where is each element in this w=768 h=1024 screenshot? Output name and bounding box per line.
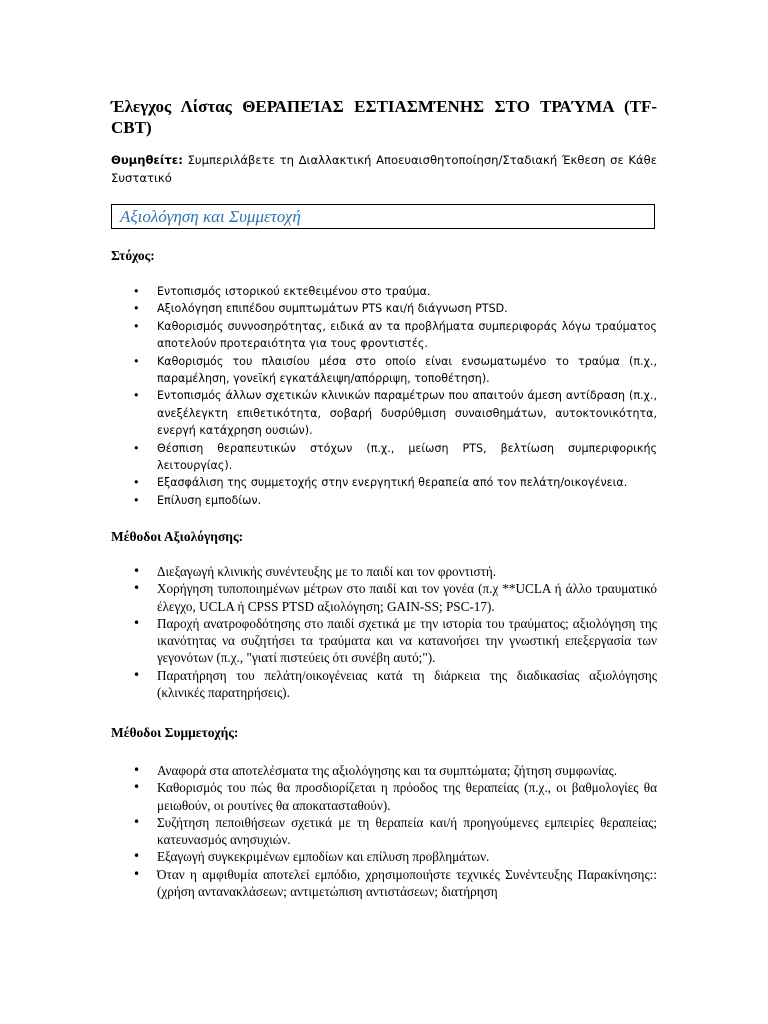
- list-item: • Αξιολόγηση επιπέδου συμπτωμάτων PTS και/ή διάγνωση PTSD.: [111, 300, 657, 317]
- engagement-methods-list: [111, 762, 657, 900]
- list-item: • Διεξαγωγή κλινικής συνέντευξης με το παιδί και τον φροντιστή.: [111, 563, 657, 580]
- document-title: Έλεγχος Λίστας ΘΕΡΑΠΕΊΑΣ ΕΣΤΙΑΣΜΈΝΗΣ ΣΤΟ ΤΡΑΎΜΑ (TF-CBT): [111, 97, 657, 137]
- list-item: • Εντοπισμός άλλων σχετικών κλινικών παραμέτρων που απαιτούν άμεση αντίδραση (π.χ., ανεξέλεγκτη επιθετικότητα, σοβαρή δυσρύθμιση συναισθημάτων, αυτοκτονικότητα, ενεργή κατάχρηση ουσιών).: [111, 387, 657, 439]
- reminder-paragraph: [111, 151, 657, 187]
- assessment-methods-list: [111, 563, 657, 701]
- list-item: • Καθορισμός του πλαισίου μέσα στο οποίο είναι ενσωματωμένο το τραύμα (π.χ., παραμέληση, γονεϊκή εγκατάλειψη/απόρριψη, τοποθέτηση).: [111, 353, 657, 388]
- list-item: • Εξασφάλιση της συμμετοχής στην ενεργητική θεραπεία από τον πελάτη/οικογένεια.: [111, 474, 657, 491]
- goals-list: [111, 283, 657, 509]
- list-item: • Παρατήρηση του πελάτη/οικογένειας κατά τη διάρκεια της διαδικασίας αξιολόγησης (κλινικές παρατηρήσεις).: [111, 667, 657, 702]
- list-item: • Παροχή ανατροφοδότησης στο παιδί σχετικά με την ιστορία του τραύματος; αξιολόγηση της ικανότητας να συζητήσει τα τραύματα και να κατανοήσει την γνωστική επεξεργασία των γεγονότων (π.χ., "γιατί πιστεύεις ότι συνέβη αυτό;").: [111, 615, 657, 667]
- list-item: • Θέσπιση θεραπευτικών στόχων (π.χ., μείωση PTS, βελτίωση συμπεριφορικής λειτουργίας).: [111, 440, 657, 475]
- list-item: • Όταν η αμφιθυμία αποτελεί εμπόδιο, χρησιμοποιήστε τεχνικές Συνέντευξης Παρακίνησης:: (χρήση αντανακλάσεων; αντιμετώπιση αντιστάσεων; διατήρηση: [111, 866, 657, 901]
- section-title-box: [111, 204, 655, 229]
- section-title: Αξιολόγηση και Συμμετοχή: [120, 207, 301, 226]
- list-item: • Χορήγηση τυποποιημένων μέτρων στο παιδί και τον γονέα (π.χ **UCLA ή άλλο τραυματικό έλεγχο, UCLA ή CPSS PTSD αξιολόγηση; GAIN-SS; PSC-17).: [111, 580, 657, 615]
- list-item: • Καθορισμός συννοσηρότητας, ειδικά αν τα προβλήματα συμπεριφοράς λόγω τραύματος αποτελούν προτεραιότητα για τους φροντιστές.: [111, 318, 657, 353]
- reminder-text: Συμπεριλάβετε τη Διαλλακτική Αποευαισθητοποίηση/Σταδιακή Έκθεση σε Κάθε Συστατικό: [111, 153, 657, 185]
- list-item: • Επίλυση εμποδίων.: [111, 492, 657, 509]
- list-item: • Εξαγωγή συγκεκριμένων εμποδίων και επίλυση προβλημάτων.: [111, 848, 657, 865]
- reminder-label: Θυμηθείτε:: [111, 153, 183, 167]
- list-item: • Συζήτηση πεποιθήσεων σχετικά με τη θεραπεία και/ή προηγούμενες εμπειρίες θεραπείας; κατευνασμός ανησυχιών.: [111, 814, 657, 849]
- list-item: • Καθορισμός του πώς θα προσδιορίζεται η πρόοδος της θεραπείας (π.χ., οι βαθμολογίες θα μειωθούν, οι ρουτίνες θα αποκατασταθούν).: [111, 779, 657, 814]
- engagement-methods-heading: Μέθοδοι Συμμετοχής:: [111, 725, 239, 740]
- goals-heading: Στόχος:: [111, 248, 155, 263]
- list-item: • Αναφορά στα αποτελέσματα της αξιολόγησης και τα συμπτώματα; ζήτηση συμφωνίας.: [111, 762, 657, 779]
- assessment-methods-heading: Μέθοδοι Αξιολόγησης:: [111, 529, 244, 544]
- list-item: • Εντοπισμός ιστορικού εκτεθειμένου στο τραύμα.: [111, 283, 657, 300]
